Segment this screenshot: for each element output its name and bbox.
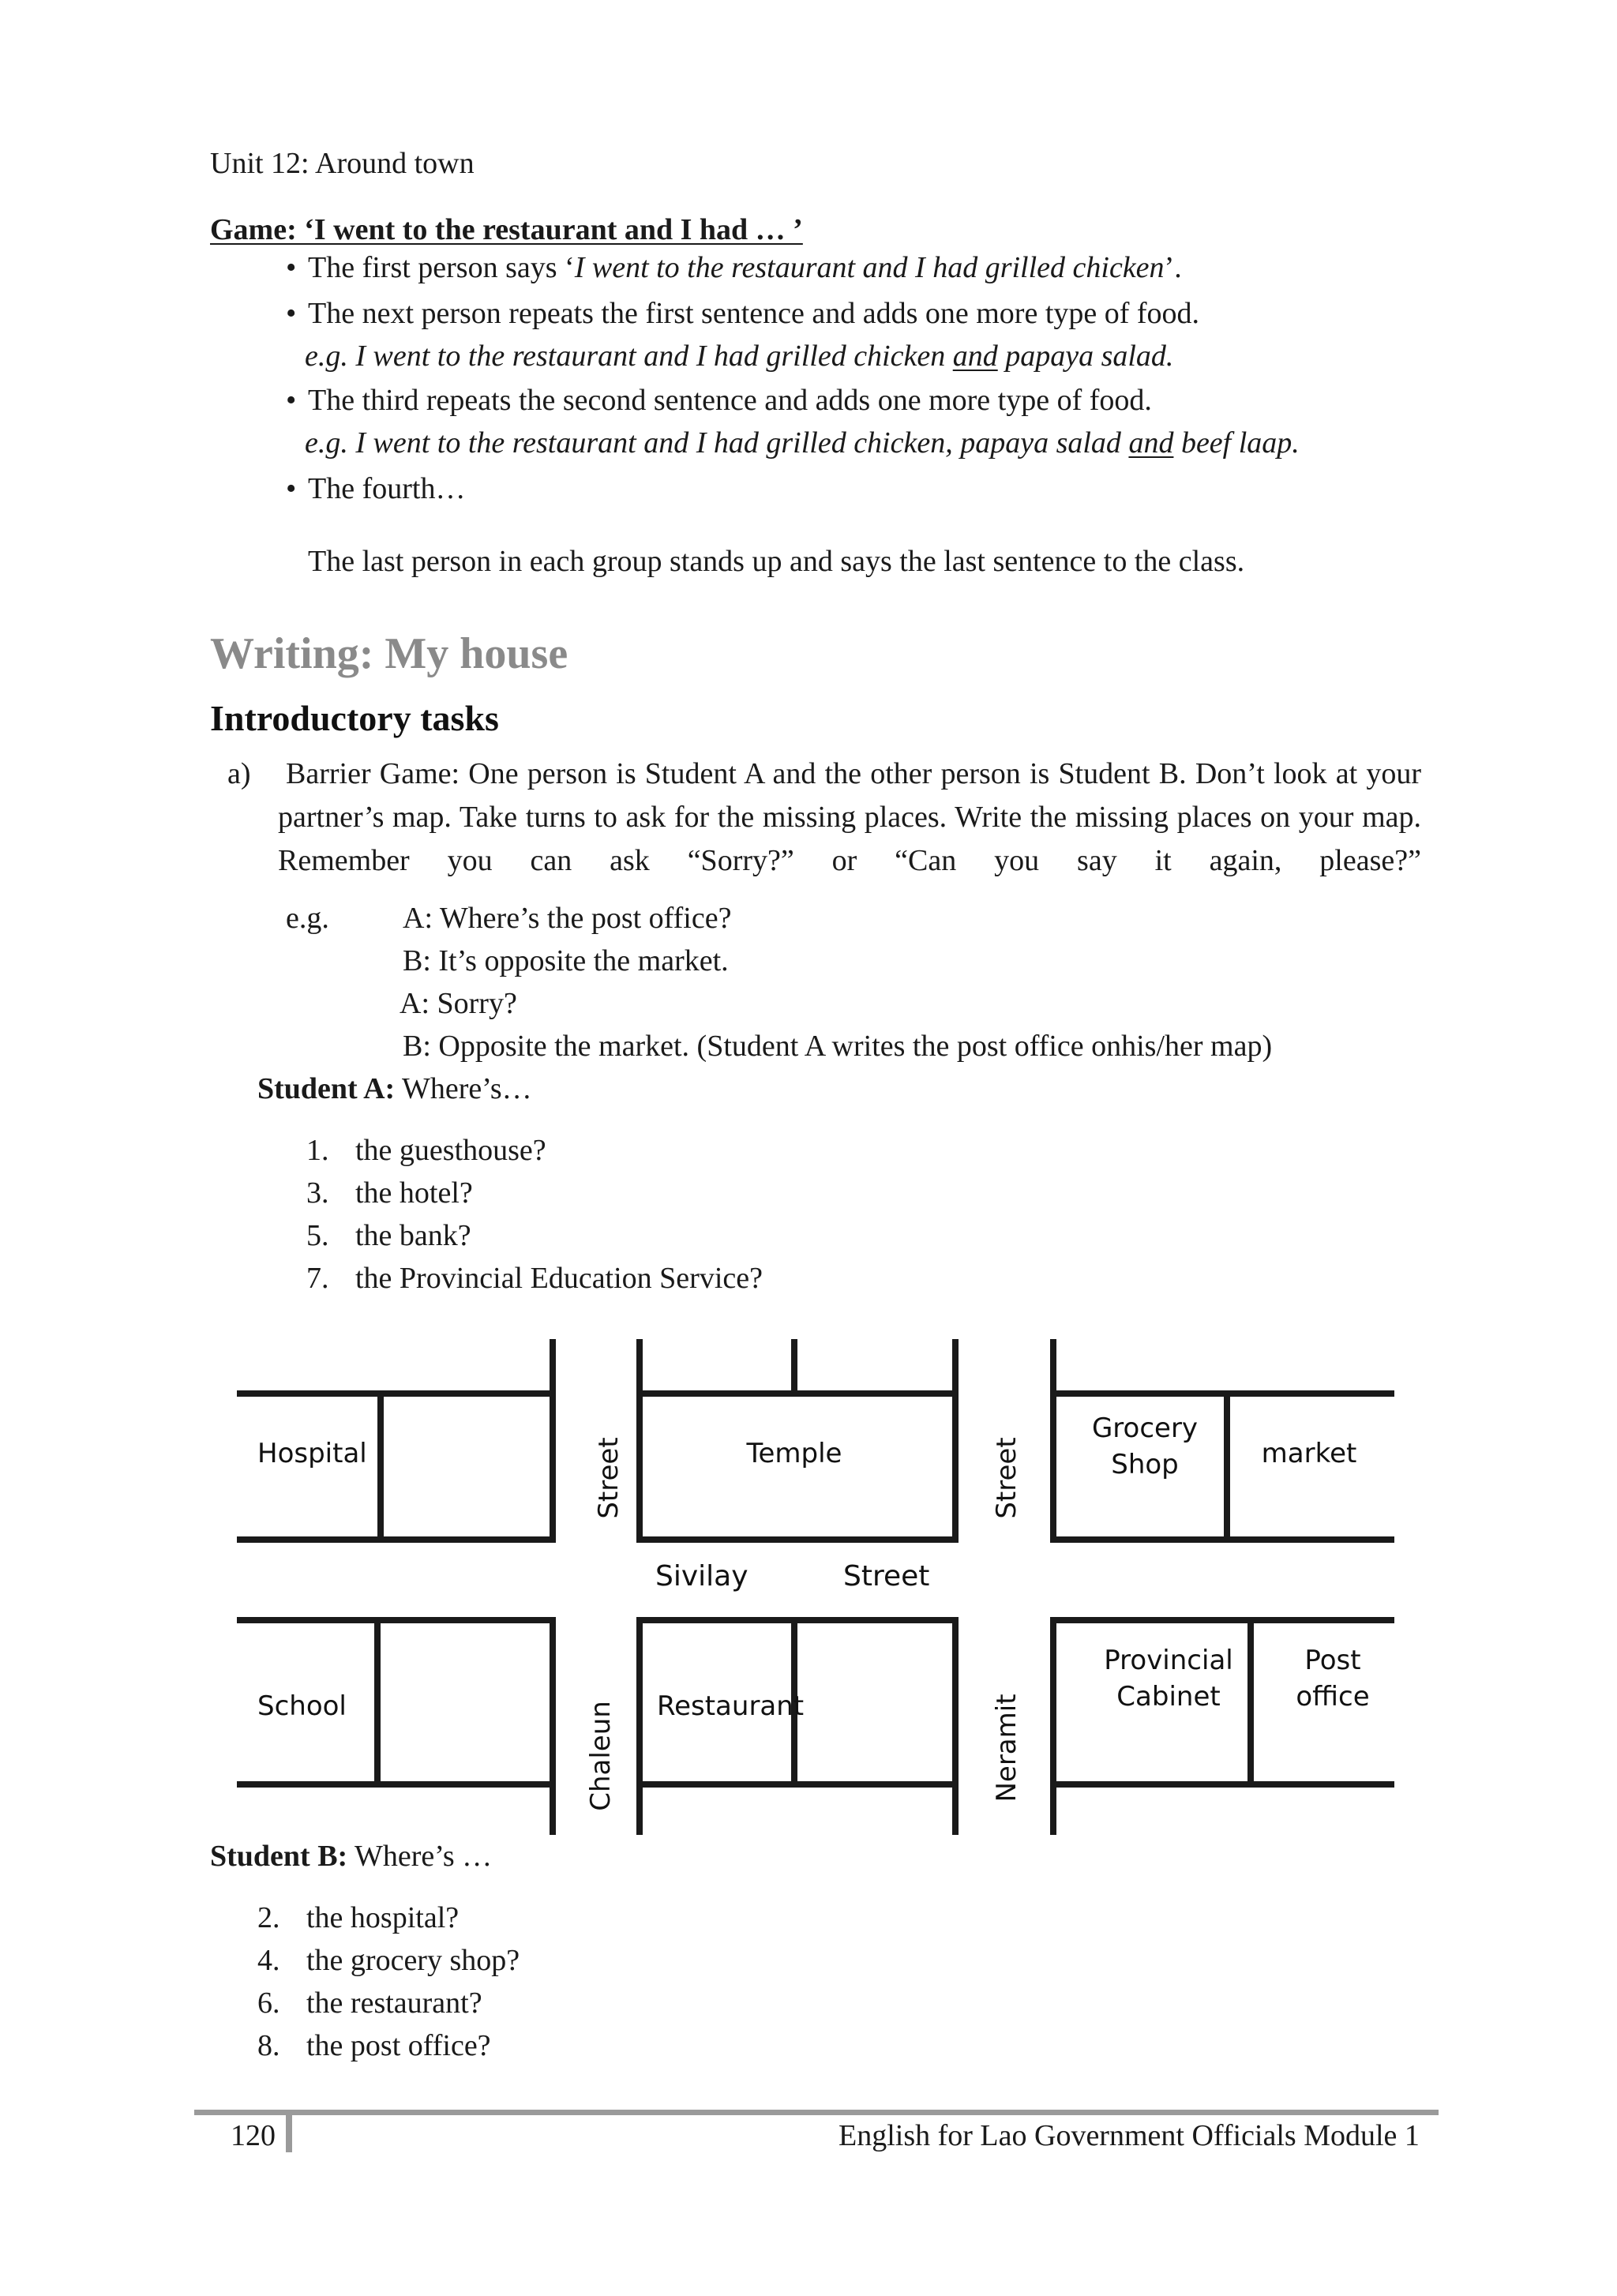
game-example-2: e.g. I went to the restaurant and I had grilled chicken, papaya salad and beef laap. <box>305 426 1300 460</box>
map-label-street-left: Street <box>593 1437 625 1519</box>
student-b-num-4: 8. <box>257 2029 280 2062</box>
student-a-heading: Student A: Where’s… <box>257 1072 532 1105</box>
student-a-num-2: 3. <box>306 1176 329 1210</box>
map-label-school: School <box>257 1690 347 1722</box>
student-a-item-3: the bank? <box>355 1219 471 1252</box>
student-a-num-1: 1. <box>306 1134 329 1167</box>
task-letter: a) <box>227 757 251 790</box>
student-b-item-1: the hospital? <box>306 1901 460 1934</box>
game-example-1: e.g. I went to the restaurant and I had grilled chicken and papaya salad. <box>305 340 1174 373</box>
student-b-item-2: the grocery shop? <box>306 1944 520 1977</box>
unit-header: Unit 12: Around town <box>210 147 475 180</box>
map-label-provincial-2: Cabinet <box>1116 1681 1221 1713</box>
map-label-grocery-2: Shop <box>1111 1449 1179 1480</box>
game-last-line: The last person in each group stands up and says the last sentence to the class. <box>308 545 1245 578</box>
example-line-4: B: Opposite the market. (Student A writes the post office onhis/her map) <box>403 1030 1273 1063</box>
example-label: e.g. <box>286 902 329 935</box>
student-b-num-1: 2. <box>257 1901 280 1934</box>
student-b-num-3: 6. <box>257 1986 280 2020</box>
student-a-item-4: the Provincial Education Service? <box>355 1262 763 1295</box>
map-label-hospital: Hospital <box>257 1438 367 1469</box>
map-label-post-2: office <box>1296 1681 1370 1713</box>
map-label-temple: Temple <box>746 1438 842 1469</box>
map-label-market: market <box>1261 1438 1357 1469</box>
game-bullet-2: •The next person repeats the first sentence and adds one more type of food. <box>286 292 1199 335</box>
student-a-item-1: the guesthouse? <box>355 1134 546 1167</box>
map-label-street-right: Street <box>991 1437 1022 1519</box>
map-label-street-mid: Street <box>843 1560 930 1593</box>
map-label-provincial-1: Provincial <box>1104 1645 1233 1676</box>
student-b-item-4: the post office? <box>306 2029 491 2062</box>
map-label-post-1: Post <box>1304 1645 1361 1676</box>
student-a-item-2: the hotel? <box>355 1176 473 1210</box>
game-bullet-3: •The third repeats the second sentence and adds one more type of food. <box>286 379 1152 422</box>
page-number: 120 <box>231 2119 276 2152</box>
writing-title: Writing: My house <box>210 629 568 678</box>
map-label-neramit: Neramit <box>991 1694 1022 1803</box>
map-label-grocery-1: Grocery <box>1091 1412 1199 1444</box>
example-line-2: B: It’s opposite the market. <box>403 944 729 977</box>
footer-divider <box>286 2113 292 2152</box>
intro-title: Introductory tasks <box>210 698 499 738</box>
student-b-num-2: 4. <box>257 1944 280 1977</box>
task-text: Barrier Game: One person is Student A and the other person is Student B. Don’t look at your partner’s map. Take turns to ask for the missing places. Write the missing places on your map. Remember you can ask “Sorry?” or “Can you say it again, please?” <box>278 757 1421 877</box>
game-title: Game: ‘I went to the restaurant and I had … ’ <box>210 213 803 246</box>
game-bullet-1: •The first person says ‘I went to the restaurant and I had grilled chicken’. <box>286 246 1182 289</box>
student-a-num-3: 5. <box>306 1219 329 1252</box>
map-label-sivilay: Sivilay <box>655 1560 748 1593</box>
map-label-restaurant: Restaurant <box>657 1690 805 1722</box>
game-bullet-4: •The fourth… <box>286 467 465 510</box>
example-line-3: A: Sorry? <box>400 987 517 1020</box>
student-b-heading: Student B: Where’s … <box>210 1840 493 1873</box>
student-b-item-3: the restaurant? <box>306 1986 482 2020</box>
student-a-num-4: 7. <box>306 1262 329 1295</box>
example-line-1: A: Where’s the post office? <box>403 902 732 935</box>
book-title: English for Lao Government Officials Module 1 <box>839 2119 1420 2152</box>
map-label-chaleun: Chaleun <box>585 1701 617 1811</box>
